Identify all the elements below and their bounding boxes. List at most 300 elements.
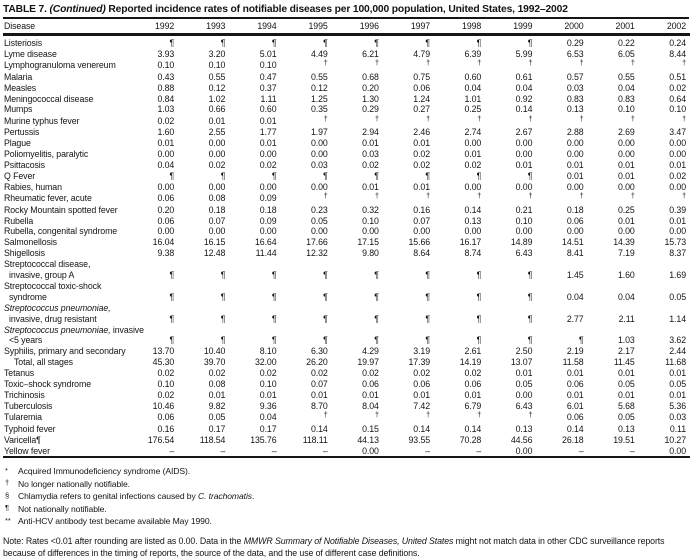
value-cell: 0.60	[259, 104, 277, 115]
value-cell: 0.10	[515, 215, 533, 226]
value-cell: 1.60	[617, 270, 635, 281]
value-cell	[332, 259, 383, 270]
value-cell	[383, 259, 434, 270]
value-cell: 1.45	[566, 270, 584, 281]
value-cell	[178, 281, 229, 292]
value-cell: 14.19	[459, 357, 482, 368]
value-cell: 2.50	[515, 346, 533, 357]
disease-name: Murine typhus fever	[4, 115, 80, 126]
value-cell: 17.39	[408, 357, 431, 368]
value-cell: 2.17	[617, 346, 635, 357]
value-cell: 0.02	[362, 159, 379, 170]
value-cell: 0.00	[208, 149, 226, 160]
value-cell: ¶	[374, 170, 379, 181]
dagger-mark: †	[630, 191, 635, 201]
value-cell: 0.09	[259, 215, 277, 226]
value-cell: 0.00	[464, 226, 482, 237]
value-cell: 0.01	[310, 390, 328, 400]
value-cell	[536, 325, 587, 336]
table-row	[3, 390, 690, 401]
dagger-mark: †	[426, 58, 431, 68]
table-row	[3, 379, 690, 390]
table-row	[3, 35, 690, 49]
value-cell	[485, 259, 536, 270]
table-row	[3, 193, 690, 205]
value-cell: 11.45	[613, 357, 635, 368]
value-cell: 2.61	[464, 346, 482, 357]
value-cell: 135.76	[250, 434, 277, 445]
value-cell: ¶	[527, 291, 533, 302]
value-cell	[536, 115, 587, 127]
value-cell: 0.00	[617, 138, 635, 149]
value-cell: 8.74	[464, 248, 482, 259]
value-cell: 0.55	[310, 71, 328, 82]
value-cell: 0.10	[259, 60, 277, 71]
value-cell: 0.00	[464, 181, 482, 192]
value-cell: 0.02	[669, 170, 686, 181]
value-cell: 0.05	[617, 379, 635, 390]
value-cell: ¶	[323, 170, 328, 181]
disease-name: Typhoid fever	[4, 423, 56, 434]
disease-name: invasive, drug resistant	[9, 313, 97, 324]
footnote: ¶ Not nationally notifiable.	[5, 503, 107, 514]
dagger-mark: †	[630, 58, 635, 68]
dagger-mark: †	[374, 58, 379, 68]
value-cell: 1.25	[310, 93, 328, 104]
dagger-mark: †	[323, 410, 328, 420]
value-cell: 0.07	[208, 215, 226, 226]
value-cell: 0.00	[566, 181, 584, 192]
value-cell: 0.61	[515, 71, 533, 82]
value-cell: 0.25	[464, 104, 482, 115]
table-row	[3, 83, 690, 94]
value-cell: 10.27	[664, 434, 686, 445]
value-cell: 0.02	[413, 159, 431, 170]
value-cell: 0.03	[362, 149, 379, 160]
value-cell: 0.01	[617, 368, 635, 379]
value-cell: 0.07	[413, 215, 431, 226]
value-cell: 0.27	[413, 104, 431, 115]
disease-name: Lyme disease	[4, 48, 57, 59]
value-cell: 19.51	[613, 434, 635, 445]
value-cell: 2.44	[669, 346, 686, 357]
value-cell: 0.00	[310, 181, 328, 192]
value-cell: ¶	[527, 335, 533, 346]
value-cell	[485, 303, 536, 314]
value-cell: 7.42	[413, 400, 431, 411]
disease-name: Tuberculosis	[4, 400, 53, 411]
value-cell	[536, 281, 587, 292]
value-cell: 0.10	[669, 104, 686, 115]
value-cell: 0.84	[157, 93, 175, 104]
value-cell: 0.00	[413, 226, 431, 237]
value-cell: 12.32	[306, 248, 328, 259]
value-cell: 9.82	[208, 400, 226, 411]
value-cell: 0.00	[669, 149, 686, 160]
dagger-mark: †	[426, 191, 431, 201]
value-cell: 0.05	[515, 379, 533, 390]
value-cell: 0.14	[464, 204, 482, 215]
disease-name: Tetanus	[4, 368, 35, 379]
value-cell	[229, 303, 280, 314]
value-cell: 16.17	[459, 237, 482, 248]
value-cell: 0.20	[157, 204, 175, 215]
col-header-year: 2001	[588, 19, 639, 35]
table-row	[3, 446, 690, 458]
value-cell: 0.14	[515, 104, 533, 115]
value-cell: –	[169, 445, 175, 456]
value-cell: ¶	[271, 270, 277, 281]
value-cell: 0.18	[259, 204, 277, 215]
value-cell: 3.47	[669, 127, 686, 138]
value-cell: 12.48	[203, 248, 226, 259]
value-cell: 1.03	[617, 335, 635, 346]
value-cell: 0.01	[362, 390, 379, 400]
table-row	[3, 171, 690, 182]
value-cell: 0.01	[259, 115, 277, 126]
value-cell: 0.23	[310, 204, 328, 215]
disease-name: Rubella	[4, 215, 34, 226]
value-cell: 0.02	[413, 149, 431, 160]
table-row	[3, 270, 690, 281]
value-cell: 0.02	[208, 368, 226, 379]
value-cell: 2.19	[566, 346, 584, 357]
col-header-year: 2000	[536, 19, 587, 35]
table-row	[3, 205, 690, 216]
value-cell	[588, 193, 639, 205]
value-cell	[332, 60, 383, 72]
value-cell: 1.03	[157, 104, 175, 115]
disease-name: Shigellosis	[4, 248, 45, 259]
dagger-mark: †	[374, 113, 379, 123]
disease-name: Lymphogranuloma venereum	[4, 60, 116, 71]
value-cell: 8.64	[413, 248, 431, 259]
table-title	[3, 2, 689, 19]
value-cell: 1.77	[259, 127, 277, 138]
value-cell: 0.12	[310, 82, 328, 93]
table-note	[3, 536, 691, 559]
value-cell: 16.15	[203, 237, 226, 248]
disease-name: Plague	[4, 138, 31, 149]
value-cell: 2.88	[566, 127, 584, 138]
value-cell: 0.04	[157, 159, 175, 170]
value-cell: ¶	[476, 313, 482, 324]
value-cell: 0.01	[515, 368, 533, 379]
value-cell: 2.94	[362, 127, 379, 138]
value-cell: 14.89	[510, 237, 533, 248]
value-cell: 0.05	[617, 412, 635, 423]
value-cell: 0.01	[157, 138, 175, 149]
value-cell: 11.44	[255, 248, 277, 259]
value-cell: 0.03	[310, 159, 328, 170]
value-cell: 2.67	[515, 127, 533, 138]
value-cell: 0.14	[464, 423, 482, 434]
value-cell	[639, 193, 690, 205]
value-cell: 6.79	[464, 400, 482, 411]
value-cell: 0.01	[617, 390, 635, 400]
value-cell	[127, 259, 178, 270]
incidence-rates-table	[3, 19, 690, 458]
value-cell: 0.01	[413, 390, 431, 400]
value-cell	[281, 303, 332, 314]
disease-name: Rabies, human	[4, 181, 62, 192]
value-cell: 0.02	[310, 368, 328, 379]
value-cell: 0.00	[208, 181, 226, 192]
value-cell: 0.02	[157, 115, 175, 126]
value-cell: 0.92	[515, 93, 533, 104]
disease-name: Syphilis, primary and secondary	[4, 346, 126, 357]
value-cell	[332, 193, 383, 205]
value-cell	[127, 281, 178, 292]
value-cell	[127, 303, 178, 314]
value-cell: 0.06	[413, 82, 431, 93]
value-cell: 0.32	[362, 204, 379, 215]
table-row	[3, 104, 690, 115]
value-cell: 4.29	[362, 346, 379, 357]
value-cell	[332, 412, 383, 424]
value-cell: 0.02	[464, 159, 482, 170]
value-cell	[281, 325, 332, 336]
value-cell: 0.02	[464, 368, 482, 379]
dagger-mark: †	[528, 113, 533, 123]
value-cell: 0.00	[310, 138, 328, 149]
table-row	[3, 368, 690, 379]
value-cell	[434, 325, 485, 336]
value-cell: 1.24	[413, 93, 431, 104]
table-row	[3, 160, 690, 171]
value-cell: 0.16	[157, 423, 175, 434]
value-cell: 0.10	[362, 215, 379, 226]
value-cell: 0.00	[566, 226, 584, 237]
value-cell: 0.06	[157, 193, 175, 204]
value-cell: 6.43	[515, 400, 533, 411]
value-cell: 0.01	[566, 368, 584, 379]
value-cell: ¶	[323, 38, 328, 48]
value-cell: 0.06	[566, 379, 584, 390]
value-cell: 0.02	[362, 368, 379, 379]
table-row	[3, 346, 690, 357]
value-cell: 14.39	[613, 237, 635, 248]
value-cell: 0.01	[208, 390, 226, 400]
value-cell: 0.68	[362, 71, 379, 82]
value-cell: 0.83	[617, 93, 635, 104]
value-cell: 0.64	[669, 93, 686, 104]
value-cell: 2.77	[566, 313, 584, 324]
value-cell: 0.02	[157, 390, 175, 400]
value-cell	[588, 325, 639, 336]
value-cell: 0.10	[157, 379, 175, 390]
value-cell: 0.00	[515, 445, 533, 456]
value-cell: 8.44	[669, 48, 686, 59]
value-cell: 0.13	[566, 104, 584, 115]
value-cell: 0.60	[464, 71, 482, 82]
value-cell: 0.00	[566, 138, 584, 149]
value-cell: ¶	[374, 291, 379, 302]
value-cell: 0.02	[259, 368, 277, 379]
value-cell	[639, 325, 690, 336]
col-header-year: 2002	[639, 19, 690, 35]
value-cell	[383, 412, 434, 424]
disease-name: Rubella, congenital syndrome	[4, 226, 118, 237]
value-cell: 0.02	[413, 368, 431, 379]
value-cell: 0.13	[515, 423, 533, 434]
value-cell	[229, 281, 280, 292]
value-cell: 0.39	[669, 204, 686, 215]
value-cell	[383, 60, 434, 72]
dagger-mark: †	[579, 191, 584, 201]
value-cell: 1.30	[362, 93, 379, 104]
table-row	[3, 357, 690, 368]
value-cell: 0.01	[669, 159, 686, 170]
table-row	[3, 237, 690, 248]
value-cell: 0.10	[617, 104, 635, 115]
value-cell: 4.49	[310, 48, 328, 59]
value-cell: 9.38	[157, 248, 175, 259]
table-row	[3, 259, 690, 270]
value-cell: 0.51	[669, 71, 686, 82]
value-cell: ¶	[425, 313, 431, 324]
value-cell: 9.36	[259, 400, 277, 411]
footnote-symbol: ¶	[5, 503, 9, 513]
footnote: § Chlamydia refers to genital infections caused by C. trachomatis.	[5, 490, 255, 502]
value-cell	[383, 281, 434, 292]
table-title-continued: (Continued)	[49, 4, 106, 15]
value-cell: 0.00	[669, 445, 686, 456]
value-cell	[178, 303, 229, 314]
value-cell: 9.80	[362, 248, 379, 259]
disease-name: Rocky Mountain spotted fever	[4, 204, 118, 215]
value-cell	[588, 281, 639, 292]
disease-name: <5 years	[9, 335, 43, 346]
col-header-year: 1996	[332, 19, 383, 35]
value-cell: 0.00	[208, 138, 226, 149]
disease-name: Toxic–shock syndrome	[4, 379, 91, 390]
footnote: † No longer nationally notifiable.	[5, 478, 130, 489]
table-row	[3, 94, 690, 105]
value-cell: 0.14	[413, 423, 431, 434]
disease-name: Yellow fever	[4, 445, 50, 456]
value-cell: 0.01	[464, 149, 482, 160]
value-cell	[383, 193, 434, 205]
disease-name: Tularemia	[4, 412, 42, 423]
value-cell: ¶	[271, 313, 277, 324]
disease-name: Q Fever	[4, 170, 36, 181]
col-header-year: 1997	[383, 19, 434, 35]
table-row	[3, 226, 690, 237]
note-text-italic: MMWR Summary of Notifiable Diseases, United States	[243, 536, 454, 547]
value-cell: 0.88	[157, 82, 175, 93]
value-cell: 0.02	[259, 159, 277, 170]
value-cell: 10.46	[152, 400, 175, 411]
value-cell: 0.04	[617, 82, 635, 93]
value-cell: ¶	[271, 38, 277, 48]
value-cell: 0.75	[413, 71, 431, 82]
value-cell	[639, 115, 690, 127]
value-cell	[485, 412, 536, 424]
value-cell	[383, 115, 434, 127]
value-cell: 0.55	[617, 71, 635, 82]
value-cell: 15.73	[664, 237, 686, 248]
value-cell	[485, 193, 536, 205]
value-cell: 0.05	[669, 291, 686, 302]
value-cell: 0.18	[566, 204, 584, 215]
value-cell: 0.00	[669, 181, 686, 192]
value-cell: ¶	[374, 335, 379, 346]
table-row	[3, 281, 690, 292]
value-cell: 0.00	[362, 226, 379, 237]
dagger-mark: †	[323, 58, 328, 68]
value-cell: 0.01	[566, 159, 584, 170]
value-cell: 0.00	[157, 226, 175, 237]
value-cell: 0.14	[310, 423, 328, 434]
value-cell: 0.09	[259, 193, 277, 204]
value-cell: 0.06	[566, 412, 584, 423]
value-cell: 0.16	[413, 204, 431, 215]
value-cell: 45.30	[152, 357, 175, 368]
value-cell: ¶	[425, 335, 431, 346]
value-cell: ¶	[271, 335, 277, 346]
value-cell	[332, 303, 383, 314]
disease-name: Meningococcal disease	[4, 93, 94, 104]
value-cell: ¶	[169, 170, 175, 181]
value-cell: 0.17	[208, 423, 226, 434]
value-cell: 0.06	[157, 412, 175, 423]
dagger-mark: †	[477, 113, 482, 123]
dagger-mark: †	[477, 191, 482, 201]
value-cell: ¶	[323, 270, 328, 281]
value-cell: 2.69	[617, 127, 635, 138]
value-cell: ¶	[527, 313, 533, 324]
value-cell	[536, 60, 587, 72]
value-cell: –	[629, 445, 635, 456]
value-cell: 0.25	[617, 204, 635, 215]
value-cell: 2.55	[208, 127, 226, 138]
value-cell	[536, 259, 587, 270]
value-cell	[281, 412, 332, 424]
col-header-year: 1998	[434, 19, 485, 35]
value-cell: 0.22	[617, 38, 635, 48]
disease-name: Poliomyelitis, paralytic	[4, 149, 89, 160]
dagger-mark: †	[682, 191, 686, 201]
disease-name: syndrome	[9, 291, 47, 302]
value-cell: 0.17	[259, 423, 277, 434]
value-cell: 0.00	[617, 149, 635, 160]
disease-name: Streptococcal disease,	[4, 259, 91, 270]
value-cell: 0.57	[566, 71, 584, 82]
value-cell: 1.97	[310, 127, 328, 138]
dagger-mark: †	[374, 410, 379, 420]
dagger-mark: †	[426, 113, 431, 123]
value-cell	[639, 303, 690, 314]
dagger-mark: †	[528, 191, 533, 201]
value-cell: 0.00	[669, 226, 686, 237]
value-cell: 0.04	[515, 82, 533, 93]
table-row	[3, 335, 690, 346]
value-cell: 2.11	[618, 313, 635, 324]
value-cell: 0.15	[362, 423, 379, 434]
value-cell	[281, 115, 332, 127]
value-cell: 0.29	[566, 38, 584, 48]
value-cell: ¶	[374, 38, 379, 48]
value-cell: ¶	[425, 170, 431, 181]
value-cell: ¶	[527, 270, 533, 281]
value-cell: 19.97	[357, 357, 379, 368]
value-cell: 0.10	[157, 60, 175, 71]
value-cell	[639, 60, 690, 72]
value-cell: 8.04	[362, 400, 379, 411]
value-cell: 3.20	[208, 48, 226, 59]
value-cell: 44.13	[357, 434, 379, 445]
